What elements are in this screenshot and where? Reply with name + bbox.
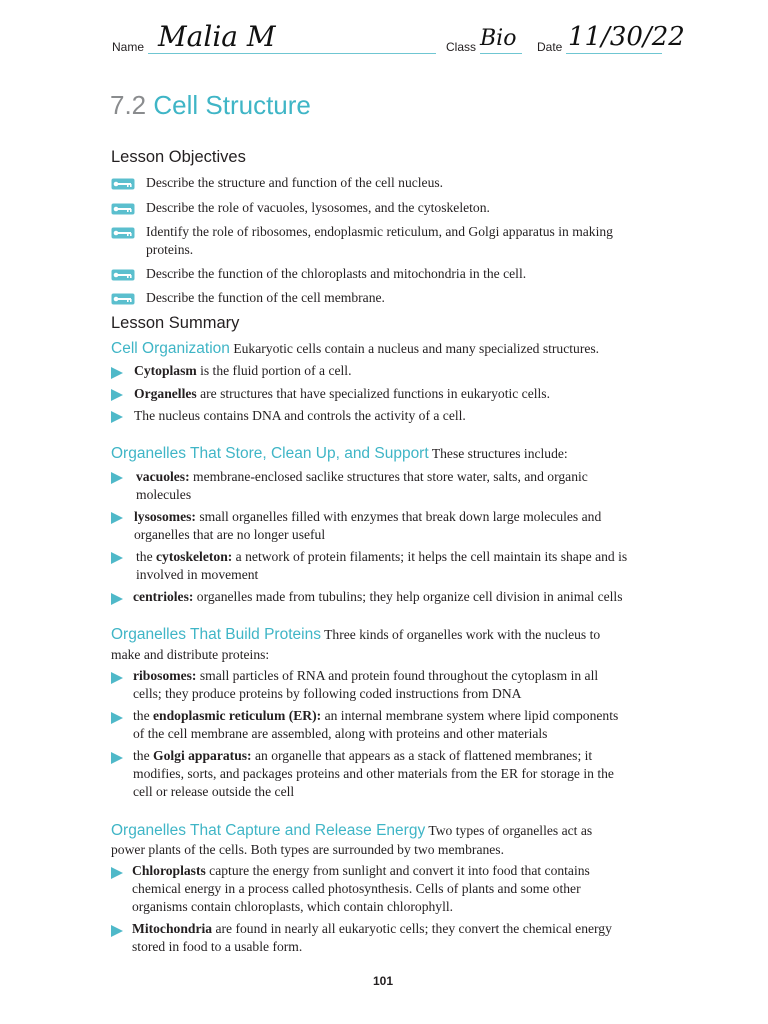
name-label: Name	[112, 40, 145, 54]
bullet-cytoplasm	[134, 362, 351, 380]
page-number: 101	[373, 974, 394, 988]
definition: organelles made from tubulins; they help organize cell division in animal cells	[193, 589, 623, 604]
bullet-chloroplasts	[132, 862, 590, 880]
objective-item-continued: proteins.	[146, 242, 194, 257]
objective-item: Describe the structure and function of the cell nucleus.	[146, 175, 444, 190]
bullet-organelles	[134, 385, 550, 403]
class-underline	[480, 53, 522, 54]
build-intro: Three kinds of organelles work with the nucleus to	[324, 627, 601, 642]
bullet-ribosomes	[133, 667, 598, 685]
bullet-mitochondria-continued: stored in food to a usable form.	[132, 939, 303, 954]
bullet-lysosomes-continued: organelles that are no longer useful	[134, 527, 326, 542]
name-handwritten: Malia M	[158, 20, 276, 53]
term-lysosomes: lysosomes:	[134, 509, 196, 524]
bullet-centrioles	[133, 588, 623, 606]
bullet-arrow-icon	[111, 712, 123, 724]
cell-organization-paragraph	[111, 340, 599, 358]
bullet-cytoskeleton-continued: involved in movement	[136, 567, 259, 582]
name-underline	[148, 53, 436, 54]
key-icon	[111, 203, 135, 215]
class-handwritten: Bio	[480, 26, 517, 51]
definition: an internal membrane system where lipid components	[321, 708, 619, 723]
bullet-chloroplasts-continued: chemical energy in a process called photosynthesis. Cells of plants and some other	[132, 881, 581, 896]
bullet-lysosomes	[134, 508, 601, 526]
store-intro: These structures include:	[431, 446, 568, 461]
bullet-arrow-icon	[111, 367, 123, 379]
bullet-arrow-icon	[111, 552, 123, 564]
definition: are found in nearly all eukaryotic cells; they convert the chemical energy	[212, 921, 612, 936]
definition: small particles of RNA and protein found throughout the cytoplasm in all	[196, 668, 599, 683]
bullet-mitochondria	[132, 920, 612, 938]
prefix: the	[136, 549, 157, 564]
objective-item: Describe the role of vacuoles, lysosomes, and the cytoskeleton.	[146, 200, 490, 215]
objective-item: Describe the function of the cell membrane.	[146, 290, 385, 305]
bullet-arrow-icon	[111, 867, 123, 879]
bullet-arrow-icon	[111, 925, 123, 937]
term-organelles: Organelles	[134, 386, 197, 401]
bullet-arrow-icon	[111, 389, 123, 401]
term-centrioles: centrioles:	[133, 589, 194, 604]
definition: capture the energy from sunlight and convert it into food that contains	[205, 863, 590, 878]
lesson-title-text: Cell Structure	[153, 90, 311, 120]
definition: an organelle that appears as a stack of flattened membranes; it	[251, 748, 593, 763]
bullet-arrow-icon	[111, 512, 123, 524]
bullet-golgi-continued: cell or release outside the cell	[133, 784, 295, 799]
class-label: Class	[446, 40, 477, 54]
summary-heading: Lesson Summary	[111, 314, 240, 332]
prefix: the	[133, 708, 154, 723]
objectives-heading: Lesson Objectives	[111, 148, 246, 166]
key-icon	[111, 269, 135, 281]
energy-intro-continued: power plants of the cells. Both types are surrounded by two membranes.	[111, 842, 504, 857]
store-paragraph	[111, 445, 568, 463]
prefix: the	[133, 748, 154, 763]
bullet-nucleus: The nucleus contains DNA and controls the activity of a cell.	[134, 408, 466, 423]
bullet-er-continued: of the cell membrane are assembled, along with proteins and other materials	[133, 726, 548, 741]
date-handwritten: 11/30/22	[568, 22, 685, 52]
term-er: endoplasmic reticulum (ER):	[153, 708, 322, 723]
term-mitochondria: Mitochondria	[132, 921, 213, 936]
definition: are structures that have specialized functions in eukaryotic cells.	[196, 386, 550, 401]
cell-organization-heading: Cell Organization	[111, 340, 230, 357]
bullet-vacuoles-continued: molecules	[136, 487, 192, 502]
key-icon	[111, 293, 135, 305]
objective-item: Describe the function of the chloroplasts and mitochondria in the cell.	[146, 266, 527, 281]
bullet-vacuoles	[136, 468, 588, 486]
store-heading: Organelles That Store, Clean Up, and Support	[111, 445, 429, 462]
bullet-arrow-icon	[111, 672, 123, 684]
bullet-golgi-continued: modifies, sorts, and packages proteins and other materials from the ER for storage in the	[133, 766, 614, 781]
build-heading: Organelles That Build Proteins	[111, 626, 321, 643]
definition: a network of protein filaments; it helps the cell maintain its shape and is	[232, 549, 628, 564]
bullet-ribosomes-continued: cells; they produce proteins by following coded instructions from DNA	[133, 686, 522, 701]
bullet-cytoskeleton	[136, 548, 627, 566]
bullet-arrow-icon	[111, 752, 123, 764]
term-vacuoles: vacuoles:	[136, 469, 190, 484]
bullet-golgi	[133, 747, 592, 765]
term-cytoskeleton: cytoskeleton:	[156, 549, 233, 564]
term-cytoplasm: Cytoplasm	[134, 363, 197, 378]
energy-heading: Organelles That Capture and Release Energy	[111, 822, 426, 839]
bullet-arrow-icon	[111, 411, 123, 423]
bullet-arrow-icon	[111, 472, 123, 484]
build-paragraph	[111, 626, 600, 644]
energy-paragraph	[111, 822, 592, 840]
definition: small organelles filled with enzymes that break down large molecules and	[195, 509, 602, 524]
build-intro-continued: make and distribute proteins:	[111, 647, 270, 662]
definition: membrane-enclosed saclike structures that store water, salts, and organic	[189, 469, 588, 484]
objective-item: Identify the role of ribosomes, endoplasmic reticulum, and Golgi apparatus in making	[146, 224, 613, 239]
bullet-arrow-icon	[111, 593, 123, 605]
cell-organization-intro: Eukaryotic cells contain a nucleus and many specialized structures.	[233, 341, 600, 356]
date-label: Date	[537, 40, 563, 54]
lesson-title	[110, 90, 311, 121]
energy-intro: Two types of organelles act as	[428, 823, 593, 838]
term-chloroplasts: Chloroplasts	[132, 863, 206, 878]
bullet-er	[133, 707, 618, 725]
lesson-number: 7.2	[110, 90, 147, 120]
bullet-chloroplasts-continued: organisms contain chloroplasts, which contain chlorophyll.	[132, 899, 454, 914]
definition: is the fluid portion of a cell.	[196, 363, 352, 378]
term-ribosomes: ribosomes:	[133, 668, 197, 683]
term-golgi: Golgi apparatus:	[153, 748, 252, 763]
key-icon	[111, 227, 135, 239]
date-underline	[566, 53, 662, 54]
key-icon	[111, 178, 135, 190]
